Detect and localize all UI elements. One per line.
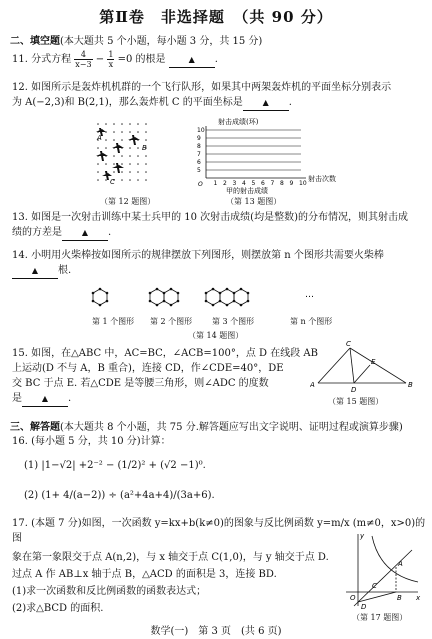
label-c: C bbox=[372, 582, 377, 590]
plane-icon bbox=[96, 151, 108, 161]
q11-fraction-2: $\frac{1}{x}$ bbox=[108, 50, 114, 69]
ans-heading: 三、解答题 bbox=[10, 422, 60, 433]
question-11: 11. 分式方程 $\frac{4}{x-3}$ − $\frac{1}{x}$ =0 的根是 ▲ . bbox=[12, 50, 218, 69]
y-tick-label: 8 bbox=[197, 143, 201, 150]
y-label: y bbox=[360, 532, 365, 540]
fig14-label-1: 第 1 个图形 bbox=[92, 317, 135, 326]
fig12-caption: （第 12 题图） bbox=[100, 197, 156, 206]
label-c: C bbox=[346, 340, 351, 348]
segment-de bbox=[354, 365, 370, 383]
label-b: B bbox=[142, 144, 147, 152]
question-15: 15. 如图，在△ABC 中，AC=BC，∠ACB=100°，点 D 在线段 AB 上运动(D 不与 A，B 重合)，连接 CD，作∠CDE=40°，DE 交 BC 于点 E. 若△CDE 是等腰三角形，则∠ADC 的度数 是 ▲ . bbox=[12, 346, 318, 407]
question-12: 12. 如图所示是轰炸机机群的一个飞行队形，如果其中两架轰炸机的平面坐标分别表示 为 A(−2,3)和 B(2,1)，那么轰炸机 C 的平面坐标是 ▲ . bbox=[12, 80, 391, 111]
q13-answer-blank[interactable]: ▲ bbox=[62, 225, 108, 241]
q17-line-2: 象在第一象限交于点 A(n,2)，与 x 轴交于点 C(1,0)，与 y 轴交于点 D. bbox=[12, 552, 329, 563]
y-tick-label: 5 bbox=[197, 167, 201, 174]
fig14-label-3: 第 3 个图形 bbox=[212, 317, 255, 326]
q16-part-2: (2) (1+ 4/(a−2)) ÷ (a²+4a+4)/(3a+6). bbox=[24, 490, 215, 501]
fill-heading: 二、填空题 bbox=[10, 36, 60, 47]
figure-17-function-graph bbox=[342, 530, 422, 610]
label-b: B bbox=[397, 594, 402, 602]
x-tick-label: 4 bbox=[242, 180, 246, 187]
x-tick-label: 10 bbox=[299, 180, 307, 187]
label-e: E bbox=[371, 358, 376, 366]
q12-answer-blank[interactable]: ▲ bbox=[243, 95, 289, 111]
figure-14-hexagon-pattern bbox=[90, 285, 340, 317]
q12-line-2: 为 A(−2,3)和 B(2,1)，那么轰炸机 C 的平面坐标是 bbox=[12, 97, 243, 108]
question-13: 13. 如图是一次射击训练中某士兵甲的 10 次射击成绩(均是整数)的分布情况，则其射击成 绩的方差是 ▲ . bbox=[12, 210, 408, 241]
q11-text-post: =0 的根是 bbox=[117, 54, 166, 65]
hexagon-figure-2 bbox=[150, 289, 178, 305]
plane-icon bbox=[128, 135, 140, 145]
label-c: C bbox=[110, 178, 115, 186]
y-tick-label: 7 bbox=[197, 151, 201, 158]
q17-line-5: (2)求△BCD 的面积. bbox=[12, 603, 104, 614]
answer-section-heading bbox=[10, 418, 403, 433]
figure-15-triangle bbox=[310, 340, 420, 395]
q14-answer-blank[interactable]: ▲ bbox=[12, 263, 58, 279]
q11-answer-blank[interactable]: ▲ bbox=[169, 52, 215, 68]
line-ad bbox=[354, 550, 412, 606]
origin-label: O bbox=[350, 594, 356, 602]
x-tick-label: 8 bbox=[280, 180, 284, 187]
fig14-label-2: 第 2 个图形 bbox=[150, 317, 193, 326]
origin-label: O bbox=[198, 181, 203, 188]
x-tick-label: 1 bbox=[213, 180, 218, 187]
segment-cd bbox=[350, 348, 354, 383]
y-tick-label: 6 bbox=[197, 159, 201, 166]
q15-line-1: 15. 如图，在△ABC 中，AC=BC，∠ACB=100°，点 D 在线段 AB bbox=[12, 348, 318, 359]
q16-line-1: 16. (每小题 5 分，共 10 分)计算： bbox=[12, 436, 171, 447]
x-tick-label: 6 bbox=[261, 180, 265, 187]
label-a: A bbox=[398, 560, 403, 568]
q17-line-3: 过点 A 作 AB⊥x 轴于点 B，△ACD 的面积是 3，连接 BD. bbox=[12, 569, 277, 580]
question-16 bbox=[12, 434, 171, 449]
hyperbola-curve bbox=[372, 536, 418, 582]
q11-text: 11. 分式方程 bbox=[12, 54, 72, 65]
label-a: A bbox=[97, 134, 102, 142]
fig13-chart-title: 射击成绩(环) bbox=[218, 118, 259, 126]
q17-line-4: (1)求一次函数和反比例函数的函数表达式； bbox=[12, 586, 207, 597]
segment-ac bbox=[318, 348, 350, 383]
label-a: A bbox=[310, 381, 315, 389]
figure-13-score-chart bbox=[196, 116, 346, 196]
label-b: B bbox=[408, 381, 413, 389]
q14-line-1: 14. 小明用火柴棒按如图所示的规律摆放下列图形，则摆放第 n 个图形共需要火柴棒 bbox=[12, 250, 384, 261]
page-footer: 数学(一) 第 3 页 (共 6 页) bbox=[150, 626, 282, 637]
fig17-caption: （第 17 题图） bbox=[352, 613, 408, 622]
q11-fraction-1: $\frac{4}{x-3}$ bbox=[75, 50, 92, 69]
plane-icon bbox=[112, 143, 124, 153]
q16-part-1: (1) |1−√2| +2⁻² − (1/2)² + (√2 −1)⁰. bbox=[24, 460, 206, 471]
x-tick-label: 2 bbox=[223, 180, 227, 187]
q11-minus: − bbox=[95, 54, 105, 65]
q15-line-2: 上运动(D 不与 A，B 重合)，连接 CD，作∠CDE=40°，DE bbox=[12, 363, 284, 374]
x-axis-label: 射击次数 bbox=[308, 175, 336, 183]
fig14-caption: （第 14 题图） bbox=[188, 331, 244, 340]
figure-12-plane-formation bbox=[94, 120, 150, 188]
question-14: 14. 小明用火柴棒按如图所示的规律摆放下列图形，则摆放第 n 个图形共需要火柴棒 ▲ 根. bbox=[12, 248, 384, 279]
x-tick-label: 7 bbox=[270, 180, 275, 187]
q17-line-1: 17. (本题 7 分)如图，一次函数 y=kx+b(k≠0)的图象与反比例函数 y=m/x (m≠0，x>0)的图 bbox=[12, 518, 426, 544]
label-d: D bbox=[361, 603, 367, 610]
q15-line-4: 是 bbox=[12, 393, 22, 404]
hexagon-figure-3 bbox=[206, 289, 248, 305]
q13-line-1: 13. 如图是一次射击训练中某士兵甲的 10 次射击成绩(均是整数)的分布情况，则其射击成 bbox=[12, 212, 408, 223]
x-tick-label: 9 bbox=[289, 180, 294, 187]
x-label: x bbox=[416, 594, 421, 602]
fill-note: (本大题共 5 个小题，每小题 3 分，共 15 分) bbox=[60, 36, 263, 47]
x-tick-label: 5 bbox=[251, 180, 256, 187]
ans-note: (本大题共 8 个小题，共 75 分.解答题应写出文字说明、证明过程或演算步骤) bbox=[60, 422, 403, 433]
q15-answer-blank[interactable]: ▲ bbox=[22, 391, 68, 407]
q12-line-1: 12. 如图所示是轰炸机机群的一个飞行队形，如果其中两架轰炸机的平面坐标分别表示 bbox=[12, 82, 392, 93]
ellipsis: … bbox=[305, 290, 314, 300]
label-d: D bbox=[351, 386, 357, 394]
fig13-caption: （第 13 题图） bbox=[226, 197, 282, 206]
y-tick-label: 9 bbox=[197, 135, 201, 142]
fill-section-heading bbox=[10, 32, 262, 47]
page-title: 第Ⅱ卷 非选择题 （共 90 分） bbox=[99, 8, 333, 26]
fig14-label-n: 第 n 个图形 bbox=[290, 317, 333, 326]
x-tick-label: 3 bbox=[232, 180, 237, 187]
y-tick-label: 10 bbox=[197, 127, 205, 134]
hexagon-figure-1 bbox=[93, 289, 107, 305]
q13-line-2: 绩的方差是 bbox=[12, 227, 62, 238]
fig15-caption: （第 15 题图） bbox=[328, 397, 384, 406]
q15-line-3: 交 BC 于点 E. 若△CDE 是等腰三角形，则∠ADC 的度数 bbox=[12, 378, 269, 389]
fig13-subject-label: 甲的射击成绩 bbox=[226, 187, 268, 195]
